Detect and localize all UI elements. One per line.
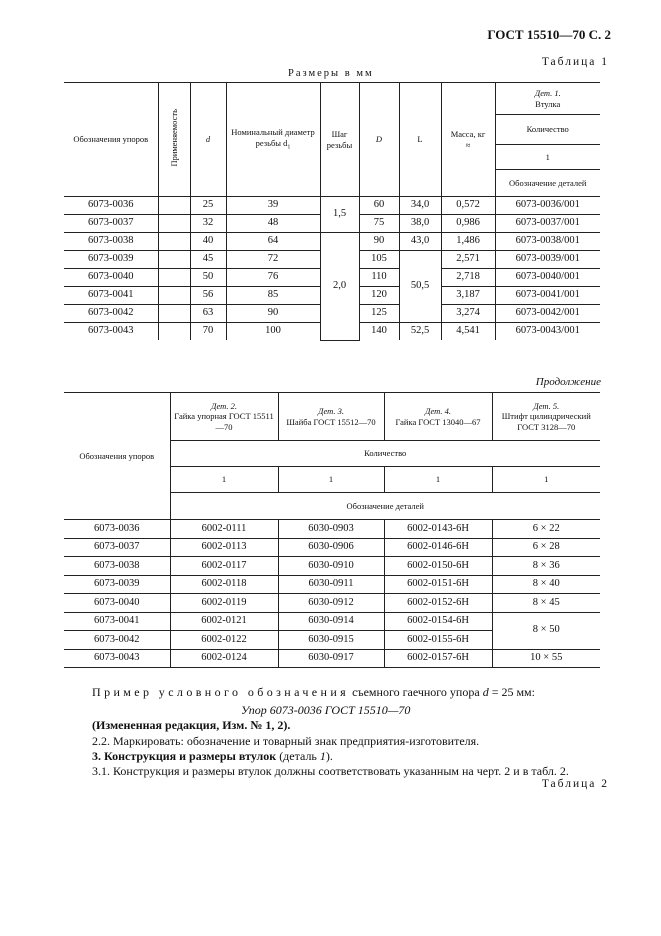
t1-col-L: L [399, 83, 441, 197]
paragraph-3-1: 3.1. Конструкция и размеры втулок должны соответствовать указанным на черт. 2 и в табл. 2. [92, 764, 569, 778]
table-row: 6073-0040 50 76 110 2,718 6073-0040/001 [64, 269, 600, 287]
example-line: Пример условного обозначения съемного гаечного упора d = 25 мм: [92, 685, 535, 699]
t1-col-mass: Масса, кг ≈ [441, 83, 495, 197]
t1-col-nominal: Номинальный диаметр резьбы $d_1$ [226, 83, 320, 197]
table-row: 6073-0043 70 100 140 52,5 4,541 6073-0043/001 [64, 323, 600, 341]
t2-col-det5: Дет. 5. Штифт цилиндрический ГОСТ 3128—70 [492, 393, 600, 441]
table1-units: Размеры в мм [288, 68, 374, 79]
table2: Обозначения упоров Дет. 2. Гайка упорная ГОСТ 15511—70 Дет. 3. Шайба ГОСТ 15512—70 Дет. 4. Гайка ГОСТ 13040—67 Дет. 5. Штифт цилиндрический ГОСТ 3128—70 Количество 1 1 1 1 Обозначение деталей 6073-0036 6002-0111 6030-0903 6002-0143-6H 6 × 22 6073-0037 6002-0113 6030-0906 6002-0146-6H 6 × 28 6073-0038 6002-0117 6030-0910 6002-0150-6H 8 × 36 6073-0039 6002-0118 6030-0911 6002-0151-6H 8 × 40 6073-0040 6002-0119 6030-0912 6002-0152-6H 8 × 45 6073-0041 6002-0121 6030-0914 6002-0154-6H 8 × 50 6073-0042 6002-0122 6030-0915 6002-0155-6H 6073-0043 6002-0124 6030-0917 6002-0157-6H 10 × 55 [64, 392, 600, 668]
t1-col-quantity: Количество [495, 115, 600, 145]
t2-p5-group: 8 × 50 [492, 612, 600, 649]
table1-caption: Таблица 1 [541, 56, 609, 68]
table-row: 6073-0036 25 39 1,5 60 34,0 0,572 6073-0036/001 [64, 197, 600, 215]
table-row: 6073-0037 32 48 75 38,0 0,986 6073-0037/001 [64, 215, 600, 233]
t2-col-det2: Дет. 2. Гайка упорная ГОСТ 15511—70 [170, 393, 278, 441]
table1 [64, 82, 600, 341]
t1-pitch-group-2: 2,0 [320, 233, 359, 341]
table-row: 6073-0038 40 64 2,0 90 43,0 1,486 6073-0038/001 [64, 233, 600, 251]
t1-col-d: d [190, 83, 226, 197]
t1-col-pitch: Шаг резьбы [320, 83, 359, 197]
table-row: 6073-0037 6002-0113 6030-0906 6002-0146-6H 6 × 28 [64, 538, 600, 557]
table-row: 6073-0040 6002-0119 6030-0912 6002-0152-6H 8 × 45 [64, 594, 600, 613]
t1-col-det1: Дет. 1. Втулка [495, 83, 600, 115]
table-row: 6073-0039 6002-0118 6030-0911 6002-0151-6H 8 × 40 [64, 575, 600, 594]
t2-parts: Обозначение деталей [170, 493, 600, 520]
table-row: 6073-0039 45 72 105 50,5 2,571 6073-0039/001 [64, 251, 600, 269]
t2-col-det4: Дет. 4. Гайка ГОСТ 13040—67 [384, 393, 492, 441]
t1-col-parts: Обозначение деталей [495, 170, 600, 197]
t2-col-designation: Обозначения упоров [64, 393, 170, 520]
table2-caption: Таблица 2 [541, 778, 609, 790]
table-row: 6073-0041 6002-0121 6030-0914 6002-0154-6H 8 × 50 [64, 612, 600, 631]
t2-col-det3: Дет. 3. Шайба ГОСТ 15512—70 [278, 393, 384, 441]
example-code: Упор 6073-0036 ГОСТ 15510—70 [241, 703, 411, 717]
edition-note: (Измененная редакция, Изм. № 1, 2). [92, 718, 291, 732]
paragraph-2-2: 2.2. Маркировать: обозначение и товарный знак предприятия-изготовителя. [92, 734, 480, 748]
t1-col-applicability: Применяемость [158, 83, 190, 197]
table-row: 6073-0036 6002-0111 6030-0903 6002-0143-6H 6 × 22 [64, 520, 600, 539]
table-row: 6073-0038 6002-0117 6030-0910 6002-0150-6H 8 × 36 [64, 557, 600, 576]
table-row: 6073-0043 6002-0124 6030-0917 6002-0157-6H 10 × 55 [64, 649, 600, 668]
t1-pitch-group-1: 1,5 [320, 197, 359, 233]
table2-continuation: Продолжение [535, 376, 601, 388]
table-row: 6073-0042 6002-0122 6030-0915 6002-0155-6H [64, 631, 600, 650]
table-row: 6073-0041 56 85 120 3,187 6073-0041/001 [64, 287, 600, 305]
paragraph-3: 3. Конструкция и размеры втулок (деталь 1). [92, 749, 333, 763]
table-row: 6073-0042 63 90 125 3,274 6073-0042/001 [64, 305, 600, 323]
t2-quantity: Количество [170, 441, 600, 467]
t1-L-group: 50,5 [399, 251, 441, 323]
page-header: ГОСТ 15510—70 С. 2 [487, 27, 611, 42]
t1-col-qty-value: 1 [495, 145, 600, 170]
t1-col-D: D [359, 83, 399, 197]
t1-col-designation: Обозначения упоров [64, 83, 158, 197]
